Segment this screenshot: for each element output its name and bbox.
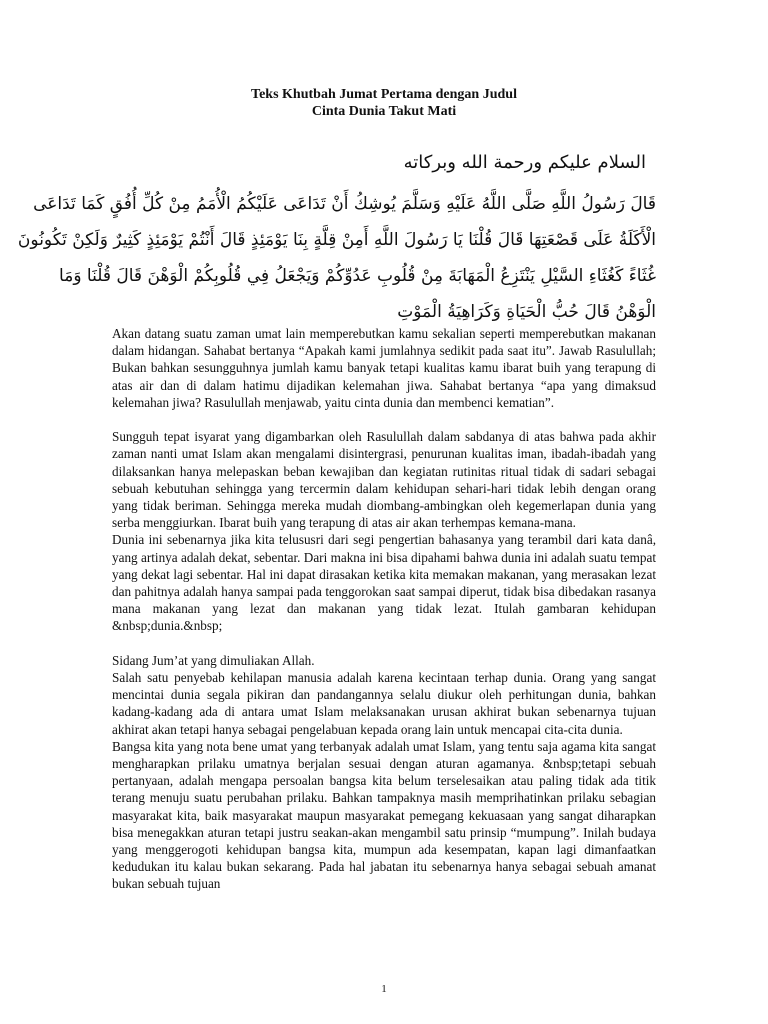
hadith-text — [17, 186, 656, 330]
paragraph-dunia-meaning: Dunia ini sebenarnya jika kita telususri dari segi pengertian bahasanya yang terambil dari kata danâ, yang artinya adalah dekat, sebentar. Dari makna ini bisa dipahami bahwa dunia ini adalah suatu tempat yang dekat lagi sebentar. Hal ini dapat dirasakan ketika kita memakan makanan, yang merasakan lezat dan pahitnya adalah hanya sampai pada tenggorokan saat sampai diperut, tidak bisa dibedakan rasanya mana makanan yang lezat dan makanan yang tidak lezat. Itulah gambaran kehidupan &nbsp;dunia.&nbsp; — [112, 532, 656, 634]
title-line-1: Teks Khutbah Jumat Pertama dengan Judul — [251, 87, 517, 102]
paragraph-explanation: Sungguh tepat isyarat yang digambarkan oleh Rasulullah dalam sabdanya di atas bahwa pada akhir zaman nanti umat Islam akan mengalami disintergrasi, penurunan kualitas iman, ibadah-ibadah yang dilaksankan hanya melepaskan beban kewajiban dan kegiatan rutinitas ritual tidak di sadari sebagai sebuah kebutuhan sehingga yang tercermin dalam kehidupan sehari-hari tidak lebih dengan orang yang tidak beriman. Sehingga mereka mudah diombang-ambingkan oleh kegemerlapan dunia yang serba menggiurkan. Ibarat buih yang terapung di atas air akan terhempas kemana-mana. — [112, 429, 656, 531]
body-text — [112, 325, 656, 893]
document-title — [0, 86, 768, 120]
paragraph-hadith-translation: Akan datang suatu zaman umat lain memperebutkan kamu sekalian seperti memperebutkan makanan dalam hidangan. Sahabat bertanya “Apakah kami jumlahnya sedikit pada saat itu”. Jawab Rasulullah; Bukan bahkan sesungguhnya jumlah kamu banyak tetapi kualitas kamu ibarat buih yang terapung di atas air dan di dalam hatimu dijadikan kelemahan jiwa. Sahabat bertanya “apa yang dimaksud kelemahan jiwa? Rasulullah menjawab, yaitu cinta dunia dan membenci kematian”. — [112, 326, 656, 410]
page-number: 1 — [381, 983, 387, 995]
paragraph-nation: Bangsa kita yang nota bene umat yang terbanyak adalah umat Islam, yang tentu saja agama kita sangat mengharapkan prilaku umatnya berjalan sesuai dengan aturan agamanya. &nbsp;tetapi sebuah pertanyaan, adalah mengapa persoalan bangsa kita belum terselesaikan atau paling tidak ada titik terang menuju suatu perubahan prilaku. Bahkan tampaknya masih memprihatinkan prilaku sebagian masyarakat kita, baik masyarakat maupun masyarakat pemegang kekuasaan yang sangat diharapkan bisa menegakkan aturan tetapi justru seakan-akan mengambil satu prinsip “mumpung”. Inilah budaya yang menggerogoti kehidupan bangsa kita, mumpun ada kesempatan, kapan lagi dimanfaatkan kedudukan itu kalau bukan sekarang. Pada hal jabatan itu sebenarnya hanya sebagai sebuah amanat bukan sebuah tujuan — [112, 738, 656, 892]
hadith-line: الْوَهْنُ قَالَ حُبُّ الْحَيَاةِ وَكَرَاهِيَةُ الْمَوْتِ — [397, 302, 656, 322]
arabic-greeting: السلام عليكم ورحمة الله وبركاته — [403, 152, 646, 173]
hadith-line: الْأَكَلَةُ عَلَى قَصْعَتِهَا قَالَ قُلْنَا يَا رَسُولَ اللَّهِ أَمِنْ قِلَّةٍ بِنَا يَوْمَئِذٍ قَالَ أَنْتُمْ يَوْمَئِذٍ كَثِيرٌ وَلَكِنْ تَكُونُونَ — [17, 230, 656, 250]
title-line-2: Cinta Dunia Takut Mati — [311, 104, 457, 119]
hadith-line: غُثَاءً كَغُثَاءِ السَّيْلِ يَنْتَزِعُ الْمَهَابَةَ مِنْ قُلُوبِ عَدُوِّكُمْ وَيَجْعَلُ فِي قُلُوبِكُمْ الْوَهْنَ قَالَ قُلْنَا وَمَا — [59, 266, 656, 286]
paragraph-love-of-world: Salah satu penyebab kehilapan manusia adalah karena kecintaan terhap dunia. Orang yang sangat mencintai dunia segala pikiran dan pandangannya selalu diukur oleh perhitungan dunia, bahkan kadang-kadang ada di antara umat Islam melaksanakan urusan akhirat bukan sebenarnya tujuan akhirat akan tetapi hanya sebagai pengelabuan kepada orang lain untuk mencapai cita-cita dunia. — [112, 670, 656, 737]
hadith-line: قَالَ رَسُولُ اللَّهِ صَلَّى اللَّهُ عَلَيْهِ وَسَلَّمَ يُوشِكُ أَنْ تَدَاعَى عَلَيْكُمُ الْأُمَمُ مِنْ كُلِّ أُفُقٍ كَمَا تَدَاعَى — [33, 194, 656, 214]
paragraph-address: Sidang Jum’at yang dimuliakan Allah. — [112, 652, 315, 668]
